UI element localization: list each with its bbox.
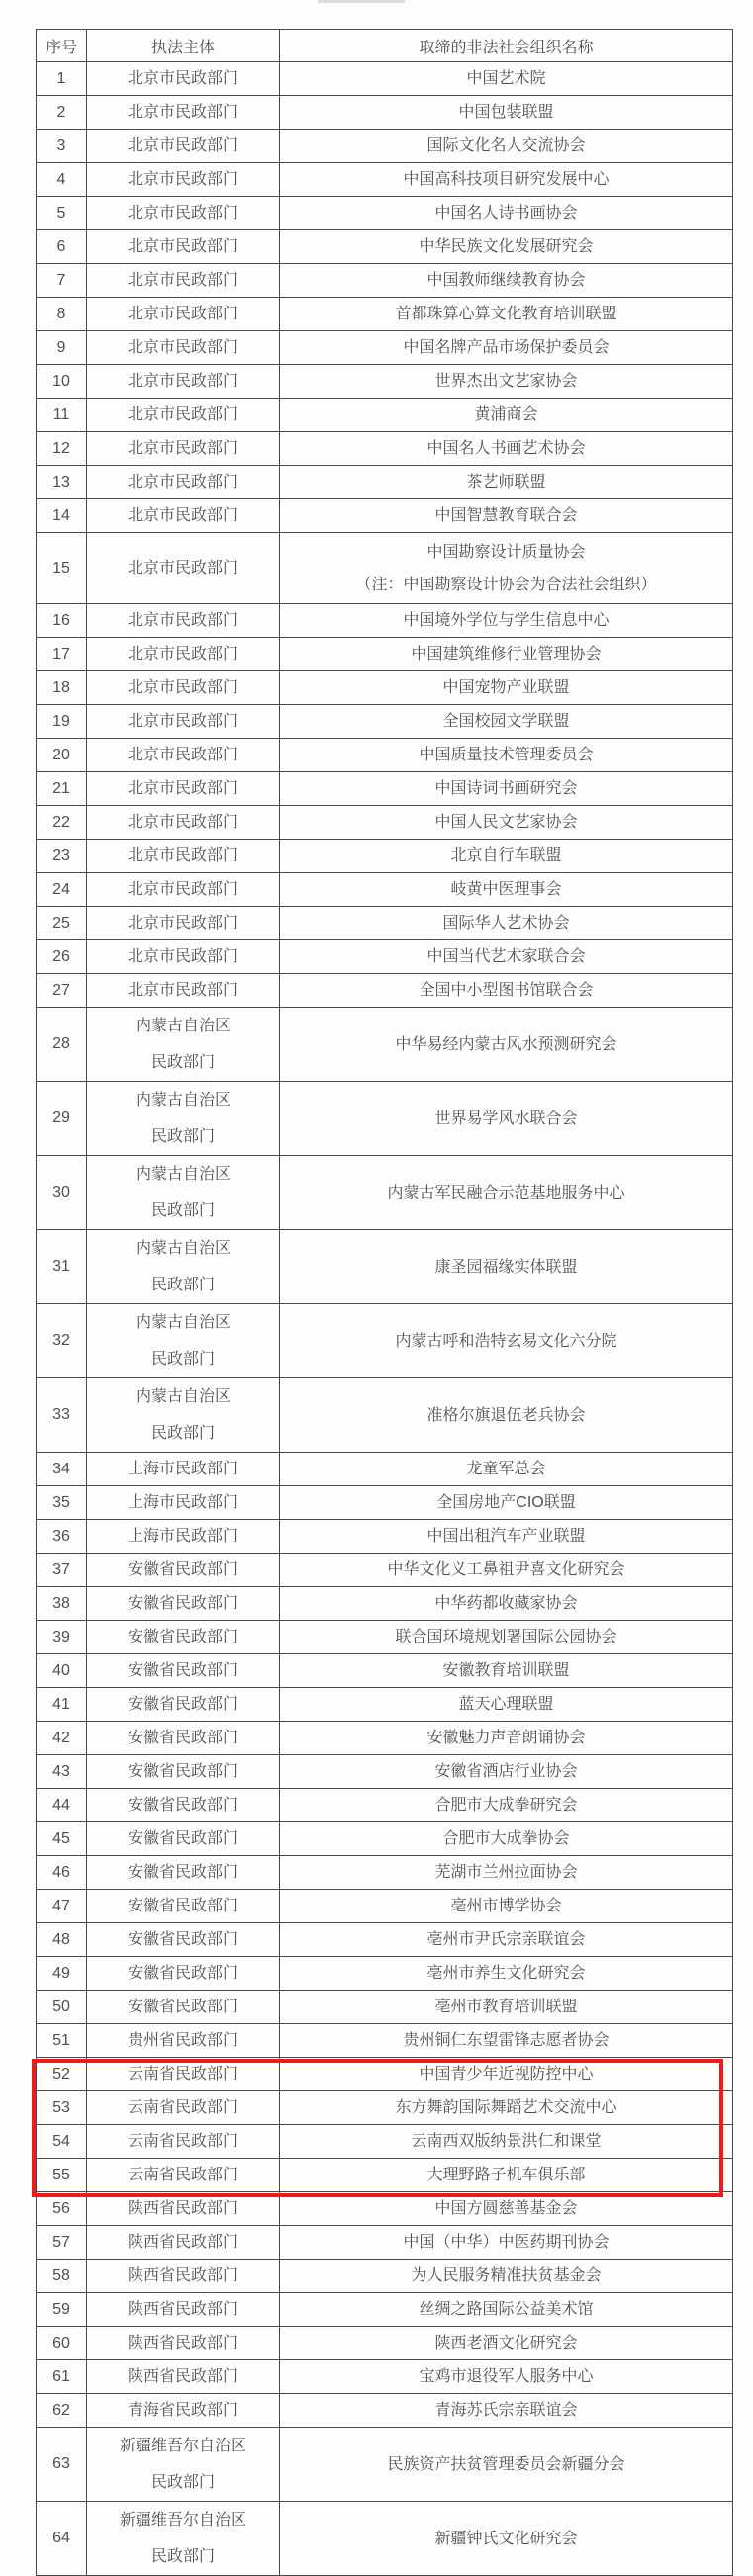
org-name-cell: 世界易学风水联合会 (280, 1082, 733, 1156)
org-name-cell: 中国名牌产品市场保护委员会 (280, 331, 733, 365)
entity-cell: 北京市民政部门 (87, 298, 280, 331)
table-row (37, 298, 733, 331)
entity-cell: 安徽省民政部门 (87, 1957, 280, 1991)
entity-cell: 安徽省民政部门 (87, 1789, 280, 1822)
org-name-cell: 亳州市教育培训联盟 (280, 1991, 733, 2024)
entity-cell: 青海省民政部门 (87, 2394, 280, 2428)
entity-cell: 内蒙古自治区 民政部门 (87, 1304, 280, 1378)
header-organization-name: 取缔的非法社会组织名称 (280, 30, 733, 62)
org-table-body (37, 62, 733, 2576)
serial-cell: 56 (37, 2192, 87, 2226)
org-name-cell: 内蒙古呼和浩特玄易文化六分院 (280, 1304, 733, 1378)
org-name-cell: 合肥市大成拳研究会 (280, 1789, 733, 1822)
entity-cell: 陕西省民政部门 (87, 2293, 280, 2327)
serial-cell: 53 (37, 2091, 87, 2125)
serial-cell: 6 (37, 230, 87, 264)
org-name-cell: 云南西双版纳景洪仁和课堂 (280, 2125, 733, 2159)
table-row (37, 466, 733, 499)
table-row (37, 940, 733, 974)
table-row (37, 365, 733, 399)
serial-cell: 19 (37, 705, 87, 739)
table-row (37, 1923, 733, 1957)
entity-cell: 北京市民政部门 (87, 130, 280, 163)
table-row (37, 2293, 733, 2327)
org-name-cell: 中国艺术院 (280, 62, 733, 96)
org-name-cell: 中国质量技术管理委员会 (280, 739, 733, 772)
header-enforcement-entity: 执法主体 (87, 30, 280, 62)
org-name-cell: 中国名人书画艺术协会 (280, 432, 733, 466)
entity-cell: 上海市民政部门 (87, 1453, 280, 1486)
serial-cell: 18 (37, 671, 87, 705)
entity-cell: 北京市民政部门 (87, 806, 280, 840)
entity-cell: 安徽省民政部门 (87, 1890, 280, 1923)
serial-cell: 1 (37, 62, 87, 96)
org-name-cell: 中国宠物产业联盟 (280, 671, 733, 705)
org-name-cell: 新疆钟氏文化研究会 (280, 2502, 733, 2576)
table-row (37, 1156, 733, 1230)
table-row (37, 806, 733, 840)
banned-organizations-table (36, 29, 733, 2576)
org-name-cell: 中国人民文艺家协会 (280, 806, 733, 840)
org-name-cell: 亳州市尹氏宗亲联谊会 (280, 1923, 733, 1957)
org-name-cell: 中华药都收藏家协会 (280, 1587, 733, 1621)
serial-cell: 29 (37, 1082, 87, 1156)
entity-cell: 内蒙古自治区 民政部门 (87, 1156, 280, 1230)
entity-cell: 安徽省民政部门 (87, 1991, 280, 2024)
org-name-cell: 北京自行车联盟 (280, 840, 733, 873)
entity-cell: 北京市民政部门 (87, 163, 280, 197)
serial-cell: 4 (37, 163, 87, 197)
entity-cell: 北京市民政部门 (87, 399, 280, 432)
entity-cell: 北京市民政部门 (87, 96, 280, 130)
entity-cell: 安徽省民政部门 (87, 1688, 280, 1722)
org-name-cell: 中国诗词书画研究会 (280, 772, 733, 806)
entity-cell: 上海市民政部门 (87, 1520, 280, 1554)
serial-cell: 33 (37, 1378, 87, 1453)
entity-cell: 陕西省民政部门 (87, 2360, 280, 2394)
org-name-cell: 国际华人艺术协会 (280, 907, 733, 940)
org-name-cell: 安徽魅力声音朗诵协会 (280, 1722, 733, 1755)
entity-cell: 安徽省民政部门 (87, 1923, 280, 1957)
serial-cell: 3 (37, 130, 87, 163)
header-serial: 序号 (37, 30, 87, 62)
org-name-cell: 中国包装联盟 (280, 96, 733, 130)
serial-cell: 13 (37, 466, 87, 499)
table-row (37, 399, 733, 432)
serial-cell: 14 (37, 499, 87, 533)
org-name-cell: 中国当代艺术家联合会 (280, 940, 733, 974)
serial-cell: 16 (37, 604, 87, 638)
entity-cell: 安徽省民政部门 (87, 1587, 280, 1621)
table-row (37, 62, 733, 96)
table-row (37, 638, 733, 671)
serial-cell: 30 (37, 1156, 87, 1230)
org-name-cell: 亳州市博学协会 (280, 1890, 733, 1923)
entity-cell: 北京市民政部门 (87, 772, 280, 806)
serial-cell: 64 (37, 2502, 87, 2576)
table-row (37, 2226, 733, 2260)
table-row (37, 907, 733, 940)
org-name-cell: 全国房地产CIO联盟 (280, 1486, 733, 1520)
entity-cell: 安徽省民政部门 (87, 1755, 280, 1789)
cropped-text-artifact (318, 0, 405, 3)
serial-cell: 54 (37, 2125, 87, 2159)
table-row (37, 331, 733, 365)
org-name-cell: 准格尔旗退伍老兵协会 (280, 1378, 733, 1453)
serial-cell: 58 (37, 2260, 87, 2293)
serial-cell: 57 (37, 2226, 87, 2260)
table-row (37, 1621, 733, 1654)
serial-cell: 32 (37, 1304, 87, 1378)
serial-cell: 55 (37, 2159, 87, 2192)
table-row (37, 1789, 733, 1822)
entity-cell: 北京市民政部门 (87, 365, 280, 399)
entity-cell: 北京市民政部门 (87, 432, 280, 466)
serial-cell: 22 (37, 806, 87, 840)
table-row (37, 772, 733, 806)
entity-cell: 陕西省民政部门 (87, 2260, 280, 2293)
table-row (37, 1453, 733, 1486)
table-row (37, 1991, 733, 2024)
serial-cell: 27 (37, 974, 87, 1008)
org-name-cell: 陕西老酒文化研究会 (280, 2327, 733, 2360)
table-row (37, 604, 733, 638)
serial-cell: 52 (37, 2058, 87, 2091)
table-row (37, 1520, 733, 1554)
table-row (37, 1722, 733, 1755)
org-name-cell: 世界杰出文艺家协会 (280, 365, 733, 399)
org-name-cell: 黄浦商会 (280, 399, 733, 432)
serial-cell: 21 (37, 772, 87, 806)
entity-cell: 新疆维吾尔自治区 民政部门 (87, 2502, 280, 2576)
table-row (37, 130, 733, 163)
entity-cell: 陕西省民政部门 (87, 2327, 280, 2360)
entity-cell: 北京市民政部门 (87, 705, 280, 739)
serial-cell: 50 (37, 1991, 87, 2024)
table-row (37, 2125, 733, 2159)
org-name-cell: 中国建筑维修行业管理协会 (280, 638, 733, 671)
table-row (37, 2394, 733, 2428)
entity-cell: 内蒙古自治区 民政部门 (87, 1378, 280, 1453)
serial-cell: 25 (37, 907, 87, 940)
table-row (37, 2428, 733, 2502)
table-row (37, 1230, 733, 1304)
table-row (37, 1554, 733, 1587)
serial-cell: 63 (37, 2428, 87, 2502)
table-row (37, 2159, 733, 2192)
table-row (37, 1654, 733, 1688)
table-row (37, 2091, 733, 2125)
org-name-cell: 安徽教育培训联盟 (280, 1654, 733, 1688)
org-name-cell: 丝绸之路国际公益美术馆 (280, 2293, 733, 2327)
serial-cell: 49 (37, 1957, 87, 1991)
entity-cell: 内蒙古自治区 民政部门 (87, 1082, 280, 1156)
serial-cell: 36 (37, 1520, 87, 1554)
entity-cell: 上海市民政部门 (87, 1486, 280, 1520)
serial-cell: 20 (37, 739, 87, 772)
org-name-cell: 中国高科技项目研究发展中心 (280, 163, 733, 197)
entity-cell: 北京市民政部门 (87, 671, 280, 705)
table-row (37, 2024, 733, 2058)
table-row (37, 1856, 733, 1890)
table-row (37, 96, 733, 130)
org-name-cell: 蓝天心理联盟 (280, 1688, 733, 1722)
table-row (37, 197, 733, 230)
org-name-cell: 康圣园福缘实体联盟 (280, 1230, 733, 1304)
serial-cell: 43 (37, 1755, 87, 1789)
serial-cell: 44 (37, 1789, 87, 1822)
entity-cell: 北京市民政部门 (87, 466, 280, 499)
org-name-cell: 中国智慧教育联合会 (280, 499, 733, 533)
serial-cell: 61 (37, 2360, 87, 2394)
table-row (37, 2260, 733, 2293)
table-row (37, 1304, 733, 1378)
serial-cell: 2 (37, 96, 87, 130)
entity-cell: 北京市民政部门 (87, 197, 280, 230)
entity-cell: 陕西省民政部门 (87, 2226, 280, 2260)
table-row (37, 1486, 733, 1520)
org-name-cell: 贵州铜仁东望雷锋志愿者协会 (280, 2024, 733, 2058)
table-row (37, 705, 733, 739)
entity-cell: 北京市民政部门 (87, 840, 280, 873)
serial-cell: 51 (37, 2024, 87, 2058)
org-name-cell: 中华易经内蒙古风水预测研究会 (280, 1008, 733, 1082)
table-row (37, 2192, 733, 2226)
org-name-cell: 亳州市养生文化研究会 (280, 1957, 733, 1991)
entity-cell: 北京市民政部门 (87, 230, 280, 264)
entity-cell: 北京市民政部门 (87, 739, 280, 772)
org-name-cell: 安徽省酒店行业协会 (280, 1755, 733, 1789)
org-name-cell: 中国青少年近视防控中心 (280, 2058, 733, 2091)
org-name-cell: 首都珠算心算文化教育培训联盟 (280, 298, 733, 331)
serial-cell: 37 (37, 1554, 87, 1587)
entity-cell: 陕西省民政部门 (87, 2192, 280, 2226)
table-row (37, 873, 733, 907)
org-name-cell: 为人民服务精准扶贫基金会 (280, 2260, 733, 2293)
table-row (37, 2327, 733, 2360)
org-name-cell: 中国境外学位与学生信息中心 (280, 604, 733, 638)
org-name-cell: 芜湖市兰州拉面协会 (280, 1856, 733, 1890)
serial-cell: 38 (37, 1587, 87, 1621)
table-row (37, 432, 733, 466)
table-row (37, 1957, 733, 1991)
table-row (37, 1008, 733, 1082)
entity-cell: 北京市民政部门 (87, 638, 280, 671)
table-row (37, 1587, 733, 1621)
table-row (37, 264, 733, 298)
table-row (37, 1688, 733, 1722)
entity-cell: 安徽省民政部门 (87, 1856, 280, 1890)
entity-cell: 北京市民政部门 (87, 907, 280, 940)
entity-cell: 北京市民政部门 (87, 974, 280, 1008)
org-name-cell: 国际文化名人交流协会 (280, 130, 733, 163)
entity-cell: 安徽省民政部门 (87, 1654, 280, 1688)
org-name-cell: 中华民族文化发展研究会 (280, 230, 733, 264)
table-row (37, 1822, 733, 1856)
entity-cell: 北京市民政部门 (87, 604, 280, 638)
org-name-cell: 宝鸡市退役军人服务中心 (280, 2360, 733, 2394)
serial-cell: 11 (37, 399, 87, 432)
serial-cell: 59 (37, 2293, 87, 2327)
serial-cell: 39 (37, 1621, 87, 1654)
table-row (37, 1755, 733, 1789)
serial-cell: 28 (37, 1008, 87, 1082)
serial-cell: 5 (37, 197, 87, 230)
org-name-cell: 中国方圆慈善基金会 (280, 2192, 733, 2226)
serial-cell: 9 (37, 331, 87, 365)
table-row (37, 1890, 733, 1923)
table-row (37, 1378, 733, 1453)
serial-cell: 48 (37, 1923, 87, 1957)
org-name-cell: 中国名人诗书画协会 (280, 197, 733, 230)
table-row (37, 2058, 733, 2091)
table-row (37, 1082, 733, 1156)
org-name-cell: 中国教师继续教育协会 (280, 264, 733, 298)
serial-cell: 26 (37, 940, 87, 974)
org-name-cell: 内蒙古军民融合示范基地服务中心 (280, 1156, 733, 1230)
table-row (37, 2502, 733, 2576)
serial-cell: 60 (37, 2327, 87, 2360)
org-name-cell: 青海苏氏宗亲联谊会 (280, 2394, 733, 2428)
table-header-row (37, 30, 733, 62)
entity-cell: 内蒙古自治区 民政部门 (87, 1008, 280, 1082)
org-name-cell: 民族资产扶贫管理委员会新疆分会 (280, 2428, 733, 2502)
serial-cell: 45 (37, 1822, 87, 1856)
serial-cell: 17 (37, 638, 87, 671)
serial-cell: 15 (37, 533, 87, 604)
entity-cell: 北京市民政部门 (87, 940, 280, 974)
org-name-cell: 联合国环境规划署国际公园协会 (280, 1621, 733, 1654)
table-row (37, 163, 733, 197)
table-row (37, 499, 733, 533)
entity-cell: 安徽省民政部门 (87, 1722, 280, 1755)
serial-cell: 12 (37, 432, 87, 466)
table-row (37, 840, 733, 873)
org-name-cell: 全国中小型图书馆联合会 (280, 974, 733, 1008)
org-name-cell: 龙童军总会 (280, 1453, 733, 1486)
org-name-cell: 东方舞韵国际舞蹈艺术交流中心 (280, 2091, 733, 2125)
entity-cell: 北京市民政部门 (87, 533, 280, 604)
entity-cell: 北京市民政部门 (87, 62, 280, 96)
org-name-cell: 茶艺师联盟 (280, 466, 733, 499)
entity-cell: 北京市民政部门 (87, 264, 280, 298)
org-name-cell: 中国（中华）中医药期刊协会 (280, 2226, 733, 2260)
entity-cell: 贵州省民政部门 (87, 2024, 280, 2058)
entity-cell: 安徽省民政部门 (87, 1554, 280, 1587)
table-row (37, 533, 733, 604)
serial-cell: 42 (37, 1722, 87, 1755)
entity-cell: 北京市民政部门 (87, 873, 280, 907)
serial-cell: 7 (37, 264, 87, 298)
serial-cell: 8 (37, 298, 87, 331)
table-row (37, 671, 733, 705)
org-name-cell: 大理野路子机车俱乐部 (280, 2159, 733, 2192)
table-row (37, 230, 733, 264)
org-name-cell: 全国校园文学联盟 (280, 705, 733, 739)
table-row (37, 739, 733, 772)
serial-cell: 47 (37, 1890, 87, 1923)
serial-cell: 35 (37, 1486, 87, 1520)
serial-cell: 10 (37, 365, 87, 399)
serial-cell: 31 (37, 1230, 87, 1304)
entity-cell: 云南省民政部门 (87, 2159, 280, 2192)
serial-cell: 23 (37, 840, 87, 873)
org-name-cell: 中国出租汽车产业联盟 (280, 1520, 733, 1554)
entity-cell: 云南省民政部门 (87, 2091, 280, 2125)
serial-cell: 40 (37, 1654, 87, 1688)
org-name-cell: 中国勘察设计质量协会 （注：中国勘察设计协会为合法社会组织） (280, 533, 733, 604)
entity-cell: 安徽省民政部门 (87, 1822, 280, 1856)
entity-cell: 云南省民政部门 (87, 2058, 280, 2091)
serial-cell: 46 (37, 1856, 87, 1890)
serial-cell: 24 (37, 873, 87, 907)
entity-cell: 内蒙古自治区 民政部门 (87, 1230, 280, 1304)
org-name-cell: 合肥市大成拳协会 (280, 1822, 733, 1856)
entity-cell: 云南省民政部门 (87, 2125, 280, 2159)
org-name-cell: 中华文化义工鼻祖尹喜文化研究会 (280, 1554, 733, 1587)
entity-cell: 北京市民政部门 (87, 331, 280, 365)
table-row (37, 974, 733, 1008)
entity-cell: 新疆维吾尔自治区 民政部门 (87, 2428, 280, 2502)
serial-cell: 62 (37, 2394, 87, 2428)
serial-cell: 41 (37, 1688, 87, 1722)
org-name-cell: 岐黄中医理事会 (280, 873, 733, 907)
entity-cell: 安徽省民政部门 (87, 1621, 280, 1654)
entity-cell: 北京市民政部门 (87, 499, 280, 533)
serial-cell: 34 (37, 1453, 87, 1486)
table-row (37, 2360, 733, 2394)
